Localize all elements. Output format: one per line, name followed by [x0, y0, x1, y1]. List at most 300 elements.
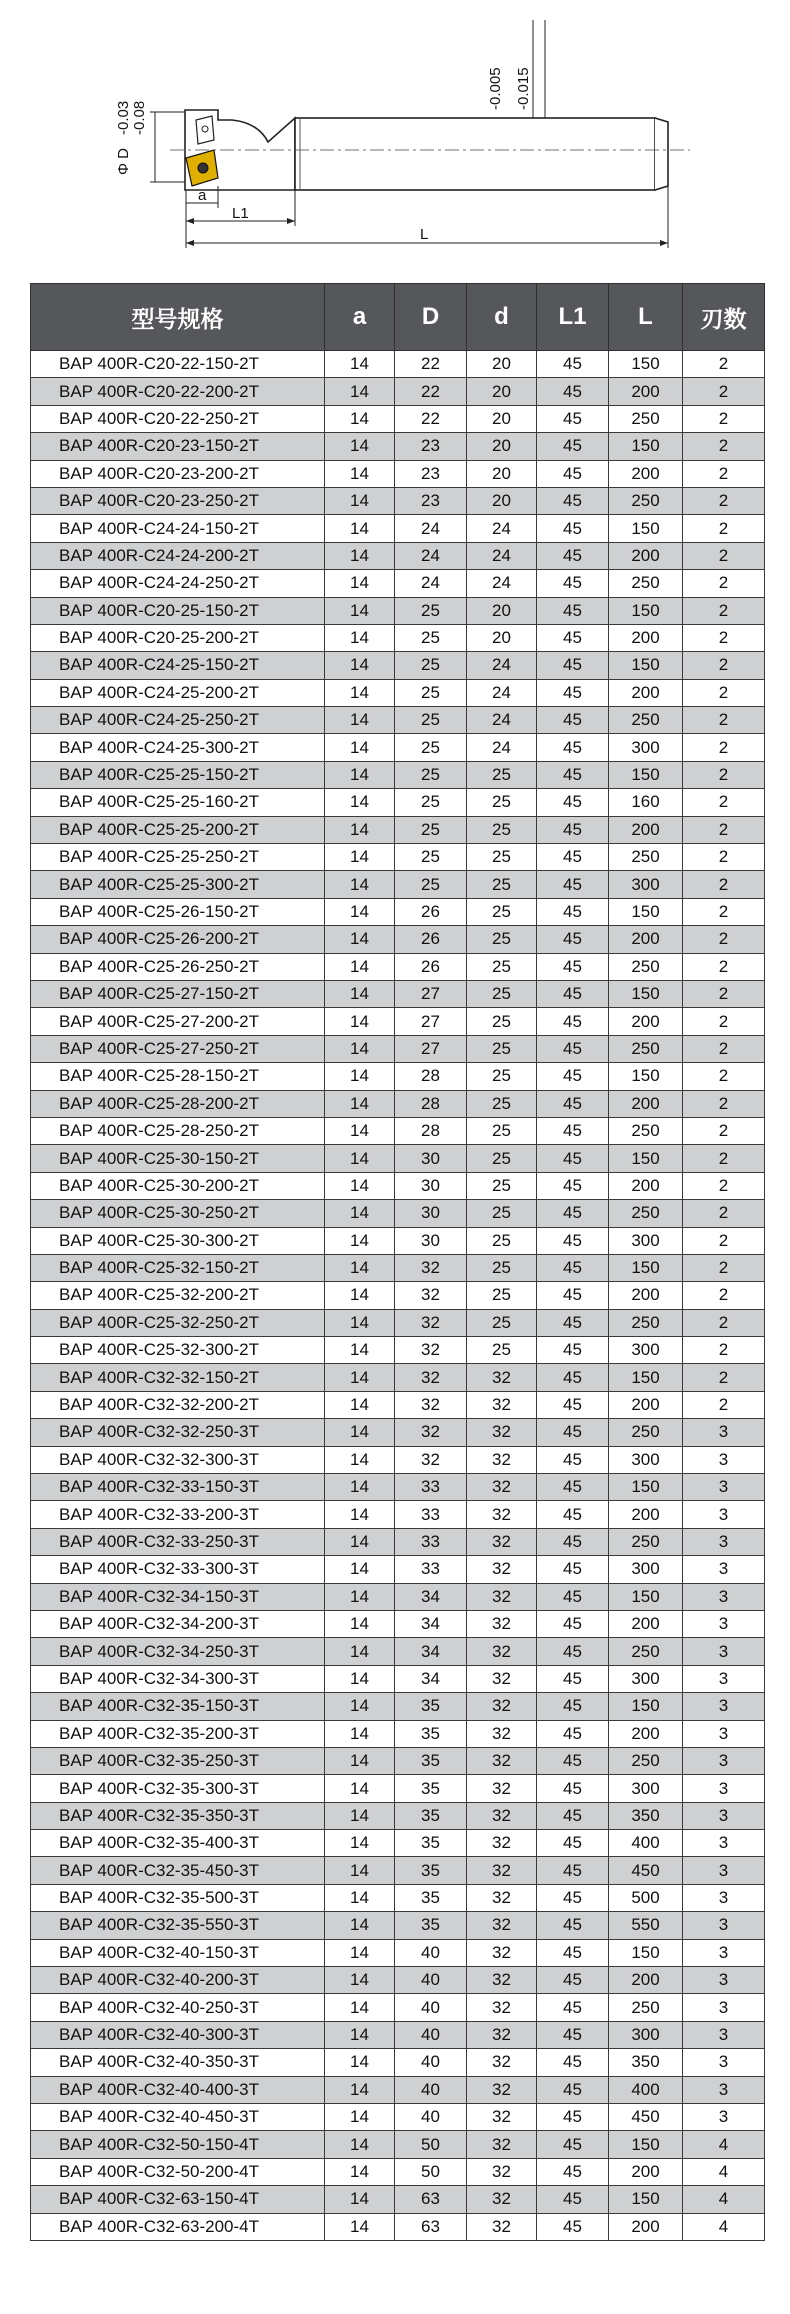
cell-flutes: 2: [683, 1391, 765, 1418]
cell-flutes: 2: [683, 351, 765, 378]
cell-model: BAP 400R-C32-35-250-3T: [31, 1747, 325, 1774]
cell-flutes: 2: [683, 515, 765, 542]
table-row: [31, 1446, 765, 1473]
cell-L1: 45: [537, 1994, 609, 2021]
cell-D: 27: [395, 1008, 467, 1035]
cell-L1: 45: [537, 1693, 609, 1720]
cell-d: 32: [467, 1994, 537, 2021]
cell-D: 40: [395, 2076, 467, 2103]
cell-d: 25: [467, 1035, 537, 1062]
cell-L: 150: [609, 2131, 683, 2158]
cell-L: 150: [609, 898, 683, 925]
cell-a: 14: [325, 1857, 395, 1884]
cell-L1: 45: [537, 1638, 609, 1665]
cell-a: 14: [325, 542, 395, 569]
cell-D: 35: [395, 1775, 467, 1802]
cell-L: 250: [609, 1994, 683, 2021]
table-row: [31, 1117, 765, 1144]
cell-flutes: 2: [683, 679, 765, 706]
cell-L: 200: [609, 2213, 683, 2240]
cell-flutes: 3: [683, 1665, 765, 1692]
cell-L1: 45: [537, 789, 609, 816]
cell-L: 500: [609, 1884, 683, 1911]
tool-body: [170, 110, 690, 190]
cell-L1: 45: [537, 898, 609, 925]
cell-d: 32: [467, 1583, 537, 1610]
cell-L1: 45: [537, 2213, 609, 2240]
cell-flutes: 2: [683, 844, 765, 871]
cell-D: 32: [395, 1446, 467, 1473]
cell-d: 20: [467, 378, 537, 405]
cell-flutes: 3: [683, 1419, 765, 1446]
cell-a: 14: [325, 1967, 395, 1994]
end-mill-schematic: [0, 0, 790, 270]
cell-model: BAP 400R-C32-40-450-3T: [31, 2104, 325, 2131]
cell-L1: 45: [537, 2104, 609, 2131]
cell-flutes: 3: [683, 1775, 765, 1802]
header-L1: L1: [537, 284, 609, 351]
cell-model: BAP 400R-C25-30-300-2T: [31, 1227, 325, 1254]
cell-D: 50: [395, 2131, 467, 2158]
table-row: [31, 926, 765, 953]
table-row: [31, 1419, 765, 1446]
cell-D: 63: [395, 2213, 467, 2240]
cell-d: 25: [467, 1254, 537, 1281]
cell-model: BAP 400R-C20-23-250-2T: [31, 487, 325, 514]
cell-a: 14: [325, 1556, 395, 1583]
cell-L1: 45: [537, 2131, 609, 2158]
table-row: [31, 2076, 765, 2103]
cell-d: 25: [467, 761, 537, 788]
cell-D: 25: [395, 734, 467, 761]
cell-a: 14: [325, 1227, 395, 1254]
table-row: [31, 761, 765, 788]
cell-L1: 45: [537, 1556, 609, 1583]
cell-L1: 45: [537, 570, 609, 597]
table-row: [31, 1610, 765, 1637]
cell-a: 14: [325, 1830, 395, 1857]
cell-a: 14: [325, 1693, 395, 1720]
cell-a: 14: [325, 871, 395, 898]
cell-D: 28: [395, 1090, 467, 1117]
cell-d: 25: [467, 1063, 537, 1090]
cell-L1: 45: [537, 980, 609, 1007]
cell-d: 32: [467, 1802, 537, 1829]
cell-L1: 45: [537, 926, 609, 953]
cell-d: 32: [467, 1364, 537, 1391]
cell-flutes: 4: [683, 2186, 765, 2213]
cell-model: BAP 400R-C25-27-200-2T: [31, 1008, 325, 1035]
cell-L1: 45: [537, 1309, 609, 1336]
cell-D: 32: [395, 1282, 467, 1309]
table-row: [31, 624, 765, 651]
shank-tolerance-lower: -0.015: [515, 67, 532, 110]
cell-model: BAP 400R-C25-26-200-2T: [31, 926, 325, 953]
cell-a: 14: [325, 1775, 395, 1802]
cell-d: 25: [467, 1200, 537, 1227]
cell-model: BAP 400R-C25-25-300-2T: [31, 871, 325, 898]
cell-flutes: 2: [683, 816, 765, 843]
table-row: [31, 1693, 765, 1720]
cell-a: 14: [325, 1090, 395, 1117]
cell-model: BAP 400R-C32-35-550-3T: [31, 1912, 325, 1939]
cell-D: 33: [395, 1474, 467, 1501]
cell-D: 40: [395, 1994, 467, 2021]
cell-L1: 45: [537, 597, 609, 624]
cell-D: 50: [395, 2158, 467, 2185]
cell-flutes: 2: [683, 1254, 765, 1281]
cell-L: 250: [609, 1309, 683, 1336]
cell-model: BAP 400R-C25-30-150-2T: [31, 1145, 325, 1172]
cell-d: 25: [467, 1309, 537, 1336]
cell-model: BAP 400R-C32-50-200-4T: [31, 2158, 325, 2185]
cell-L1: 45: [537, 1775, 609, 1802]
cell-model: BAP 400R-C25-30-250-2T: [31, 1200, 325, 1227]
cell-a: 14: [325, 2049, 395, 2076]
cell-d: 32: [467, 1912, 537, 1939]
cell-d: 32: [467, 1610, 537, 1637]
cell-L: 350: [609, 1802, 683, 1829]
cell-model: BAP 400R-C32-32-150-2T: [31, 1364, 325, 1391]
cell-model: BAP 400R-C24-24-250-2T: [31, 570, 325, 597]
cell-flutes: 3: [683, 2104, 765, 2131]
cell-L: 200: [609, 624, 683, 651]
cell-flutes: 3: [683, 2049, 765, 2076]
cell-a: 14: [325, 816, 395, 843]
cell-a: 14: [325, 1638, 395, 1665]
cell-flutes: 2: [683, 1337, 765, 1364]
cell-L1: 45: [537, 624, 609, 651]
table-row: [31, 433, 765, 460]
cell-L: 250: [609, 1117, 683, 1144]
cell-d: 24: [467, 652, 537, 679]
cell-model: BAP 400R-C25-26-250-2T: [31, 953, 325, 980]
cell-d: 25: [467, 844, 537, 871]
cell-L1: 45: [537, 1446, 609, 1473]
cell-flutes: 3: [683, 1939, 765, 1966]
cell-L: 200: [609, 926, 683, 953]
cell-a: 14: [325, 953, 395, 980]
cell-D: 27: [395, 980, 467, 1007]
cell-model: BAP 400R-C24-24-200-2T: [31, 542, 325, 569]
cell-L1: 45: [537, 1063, 609, 1090]
cell-a: 14: [325, 761, 395, 788]
cell-D: 25: [395, 679, 467, 706]
cell-D: 23: [395, 460, 467, 487]
cell-a: 14: [325, 707, 395, 734]
cell-model: BAP 400R-C25-26-150-2T: [31, 898, 325, 925]
cell-L1: 45: [537, 460, 609, 487]
cell-a: 14: [325, 515, 395, 542]
cell-L: 200: [609, 378, 683, 405]
cell-flutes: 3: [683, 1802, 765, 1829]
cell-D: 25: [395, 652, 467, 679]
cell-a: 14: [325, 487, 395, 514]
cell-D: 30: [395, 1227, 467, 1254]
cell-model: BAP 400R-C25-25-150-2T: [31, 761, 325, 788]
cell-L: 150: [609, 2186, 683, 2213]
cell-D: 34: [395, 1638, 467, 1665]
cell-L: 200: [609, 1720, 683, 1747]
cell-model: BAP 400R-C25-25-160-2T: [31, 789, 325, 816]
header-a: a: [325, 284, 395, 351]
cell-model: BAP 400R-C25-27-150-2T: [31, 980, 325, 1007]
cell-flutes: 2: [683, 487, 765, 514]
cell-model: BAP 400R-C25-32-250-2T: [31, 1309, 325, 1336]
cell-D: 33: [395, 1528, 467, 1555]
cell-L: 250: [609, 844, 683, 871]
cell-L1: 45: [537, 1610, 609, 1637]
table-row: [31, 1337, 765, 1364]
cell-model: BAP 400R-C24-25-300-2T: [31, 734, 325, 761]
l1-dimension-label: L1: [232, 205, 249, 222]
cell-d: 32: [467, 1501, 537, 1528]
cell-flutes: 2: [683, 1282, 765, 1309]
cell-d: 20: [467, 597, 537, 624]
cell-flutes: 3: [683, 1720, 765, 1747]
cell-flutes: 3: [683, 2076, 765, 2103]
cell-a: 14: [325, 1337, 395, 1364]
cell-flutes: 3: [683, 1638, 765, 1665]
cell-D: 35: [395, 1830, 467, 1857]
cell-flutes: 3: [683, 1583, 765, 1610]
cell-a: 14: [325, 2213, 395, 2240]
cell-a: 14: [325, 1254, 395, 1281]
cell-d: 32: [467, 1830, 537, 1857]
cell-a: 14: [325, 1501, 395, 1528]
cell-L1: 45: [537, 1008, 609, 1035]
cell-model: BAP 400R-C20-25-200-2T: [31, 624, 325, 651]
cell-D: 30: [395, 1200, 467, 1227]
cell-D: 40: [395, 2021, 467, 2048]
cell-L: 450: [609, 1857, 683, 1884]
table-body: [31, 351, 765, 2241]
cell-L1: 45: [537, 1884, 609, 1911]
cell-d: 20: [467, 624, 537, 651]
cell-L: 250: [609, 1200, 683, 1227]
cell-d: 32: [467, 2186, 537, 2213]
cell-L1: 45: [537, 2021, 609, 2048]
cell-D: 34: [395, 1665, 467, 1692]
cell-d: 32: [467, 1665, 537, 1692]
a-dimension-label: a: [198, 187, 207, 204]
cell-L: 300: [609, 2021, 683, 2048]
cell-d: 25: [467, 1117, 537, 1144]
cell-L: 150: [609, 1939, 683, 1966]
table-row: [31, 1583, 765, 1610]
cell-D: 34: [395, 1583, 467, 1610]
cell-D: 35: [395, 1693, 467, 1720]
cell-D: 30: [395, 1145, 467, 1172]
cell-L: 250: [609, 953, 683, 980]
cell-L1: 45: [537, 515, 609, 542]
cell-L1: 45: [537, 1802, 609, 1829]
cell-L1: 45: [537, 2076, 609, 2103]
cell-D: 23: [395, 433, 467, 460]
cell-L1: 45: [537, 542, 609, 569]
cell-L: 200: [609, 1172, 683, 1199]
cell-L: 200: [609, 1391, 683, 1418]
table-row: [31, 1967, 765, 1994]
table-header-row: [31, 284, 765, 351]
cell-model: BAP 400R-C32-35-200-3T: [31, 1720, 325, 1747]
cell-D: 32: [395, 1337, 467, 1364]
cell-L: 250: [609, 570, 683, 597]
cell-flutes: 2: [683, 542, 765, 569]
cell-D: 40: [395, 2049, 467, 2076]
cell-d: 25: [467, 1282, 537, 1309]
cell-D: 35: [395, 1747, 467, 1774]
cell-L: 200: [609, 1090, 683, 1117]
cell-L1: 45: [537, 707, 609, 734]
cell-d: 32: [467, 2158, 537, 2185]
table-row: [31, 816, 765, 843]
d-lower-tolerance: -0.08: [131, 100, 148, 135]
tool-drawing: [0, 0, 790, 270]
table-row: [31, 2158, 765, 2185]
cell-D: 22: [395, 405, 467, 432]
cell-D: 32: [395, 1364, 467, 1391]
cell-L1: 45: [537, 1200, 609, 1227]
cell-d: 25: [467, 1172, 537, 1199]
cell-a: 14: [325, 1912, 395, 1939]
cell-L1: 45: [537, 351, 609, 378]
cell-D: 25: [395, 707, 467, 734]
cell-L1: 45: [537, 1090, 609, 1117]
cell-flutes: 2: [683, 1008, 765, 1035]
table-row: [31, 789, 765, 816]
cell-d: 32: [467, 2021, 537, 2048]
cell-a: 14: [325, 597, 395, 624]
cell-D: 26: [395, 926, 467, 953]
cell-d: 32: [467, 2131, 537, 2158]
cell-d: 25: [467, 789, 537, 816]
cell-a: 14: [325, 2186, 395, 2213]
table-row: [31, 1474, 765, 1501]
cell-a: 14: [325, 1364, 395, 1391]
table-row: [31, 1391, 765, 1418]
cell-a: 14: [325, 1583, 395, 1610]
cell-flutes: 3: [683, 2021, 765, 2048]
table-row: [31, 1912, 765, 1939]
cell-D: 35: [395, 1912, 467, 1939]
cell-D: 28: [395, 1117, 467, 1144]
table-row: [31, 1309, 765, 1336]
cell-a: 14: [325, 1035, 395, 1062]
cell-L: 300: [609, 1337, 683, 1364]
cell-D: 25: [395, 761, 467, 788]
cell-L: 150: [609, 351, 683, 378]
cell-model: BAP 400R-C32-35-400-3T: [31, 1830, 325, 1857]
cell-model: BAP 400R-C32-32-300-3T: [31, 1446, 325, 1473]
cell-model: BAP 400R-C20-22-200-2T: [31, 378, 325, 405]
cell-L: 250: [609, 1747, 683, 1774]
table-row: [31, 980, 765, 1007]
cell-L: 150: [609, 652, 683, 679]
cell-D: 63: [395, 2186, 467, 2213]
cell-L: 200: [609, 679, 683, 706]
cell-model: BAP 400R-C25-28-250-2T: [31, 1117, 325, 1144]
cell-L1: 45: [537, 679, 609, 706]
cell-D: 40: [395, 1939, 467, 1966]
cell-a: 14: [325, 926, 395, 953]
cell-d: 20: [467, 405, 537, 432]
cell-a: 14: [325, 2021, 395, 2048]
cell-a: 14: [325, 1200, 395, 1227]
cell-flutes: 3: [683, 1830, 765, 1857]
table-row: [31, 1008, 765, 1035]
cell-L: 450: [609, 2104, 683, 2131]
cell-a: 14: [325, 351, 395, 378]
cell-D: 28: [395, 1063, 467, 1090]
cell-a: 14: [325, 1747, 395, 1774]
table-row: [31, 597, 765, 624]
cell-a: 14: [325, 1994, 395, 2021]
cell-D: 33: [395, 1501, 467, 1528]
cell-model: BAP 400R-C32-32-250-3T: [31, 1419, 325, 1446]
cell-L: 200: [609, 1967, 683, 1994]
cell-flutes: 4: [683, 2158, 765, 2185]
cell-D: 27: [395, 1035, 467, 1062]
header-d: d: [467, 284, 537, 351]
cell-D: 25: [395, 871, 467, 898]
cell-flutes: 2: [683, 734, 765, 761]
cell-model: BAP 400R-C32-35-350-3T: [31, 1802, 325, 1829]
cell-a: 14: [325, 1665, 395, 1692]
cell-model: BAP 400R-C24-25-250-2T: [31, 707, 325, 734]
table-row: [31, 1501, 765, 1528]
cell-a: 14: [325, 1802, 395, 1829]
cell-D: 35: [395, 1802, 467, 1829]
cell-model: BAP 400R-C25-28-150-2T: [31, 1063, 325, 1090]
cell-D: 25: [395, 789, 467, 816]
cell-L: 250: [609, 405, 683, 432]
cell-flutes: 2: [683, 624, 765, 651]
table-row: [31, 1665, 765, 1692]
cell-L: 250: [609, 1638, 683, 1665]
cell-flutes: 3: [683, 1610, 765, 1637]
cell-L: 150: [609, 1145, 683, 1172]
cell-L: 300: [609, 1775, 683, 1802]
cell-flutes: 2: [683, 898, 765, 925]
cell-model: BAP 400R-C32-34-150-3T: [31, 1583, 325, 1610]
cell-d: 24: [467, 515, 537, 542]
cell-flutes: 4: [683, 2213, 765, 2240]
cell-L1: 45: [537, 487, 609, 514]
table-row: [31, 1802, 765, 1829]
cell-d: 25: [467, 1337, 537, 1364]
cell-d: 24: [467, 679, 537, 706]
cell-a: 14: [325, 1008, 395, 1035]
cell-L: 300: [609, 871, 683, 898]
cell-flutes: 3: [683, 1747, 765, 1774]
table-row: [31, 1282, 765, 1309]
table-row: [31, 515, 765, 542]
cell-L1: 45: [537, 1967, 609, 1994]
table-row: [31, 898, 765, 925]
cell-L1: 45: [537, 2186, 609, 2213]
cell-flutes: 3: [683, 1528, 765, 1555]
cell-D: 32: [395, 1391, 467, 1418]
cell-model: BAP 400R-C32-35-300-3T: [31, 1775, 325, 1802]
cell-L: 250: [609, 487, 683, 514]
cell-a: 14: [325, 679, 395, 706]
cell-L1: 45: [537, 405, 609, 432]
cell-L1: 45: [537, 2049, 609, 2076]
table-row: [31, 1254, 765, 1281]
table-row: [31, 1775, 765, 1802]
cell-d: 25: [467, 953, 537, 980]
